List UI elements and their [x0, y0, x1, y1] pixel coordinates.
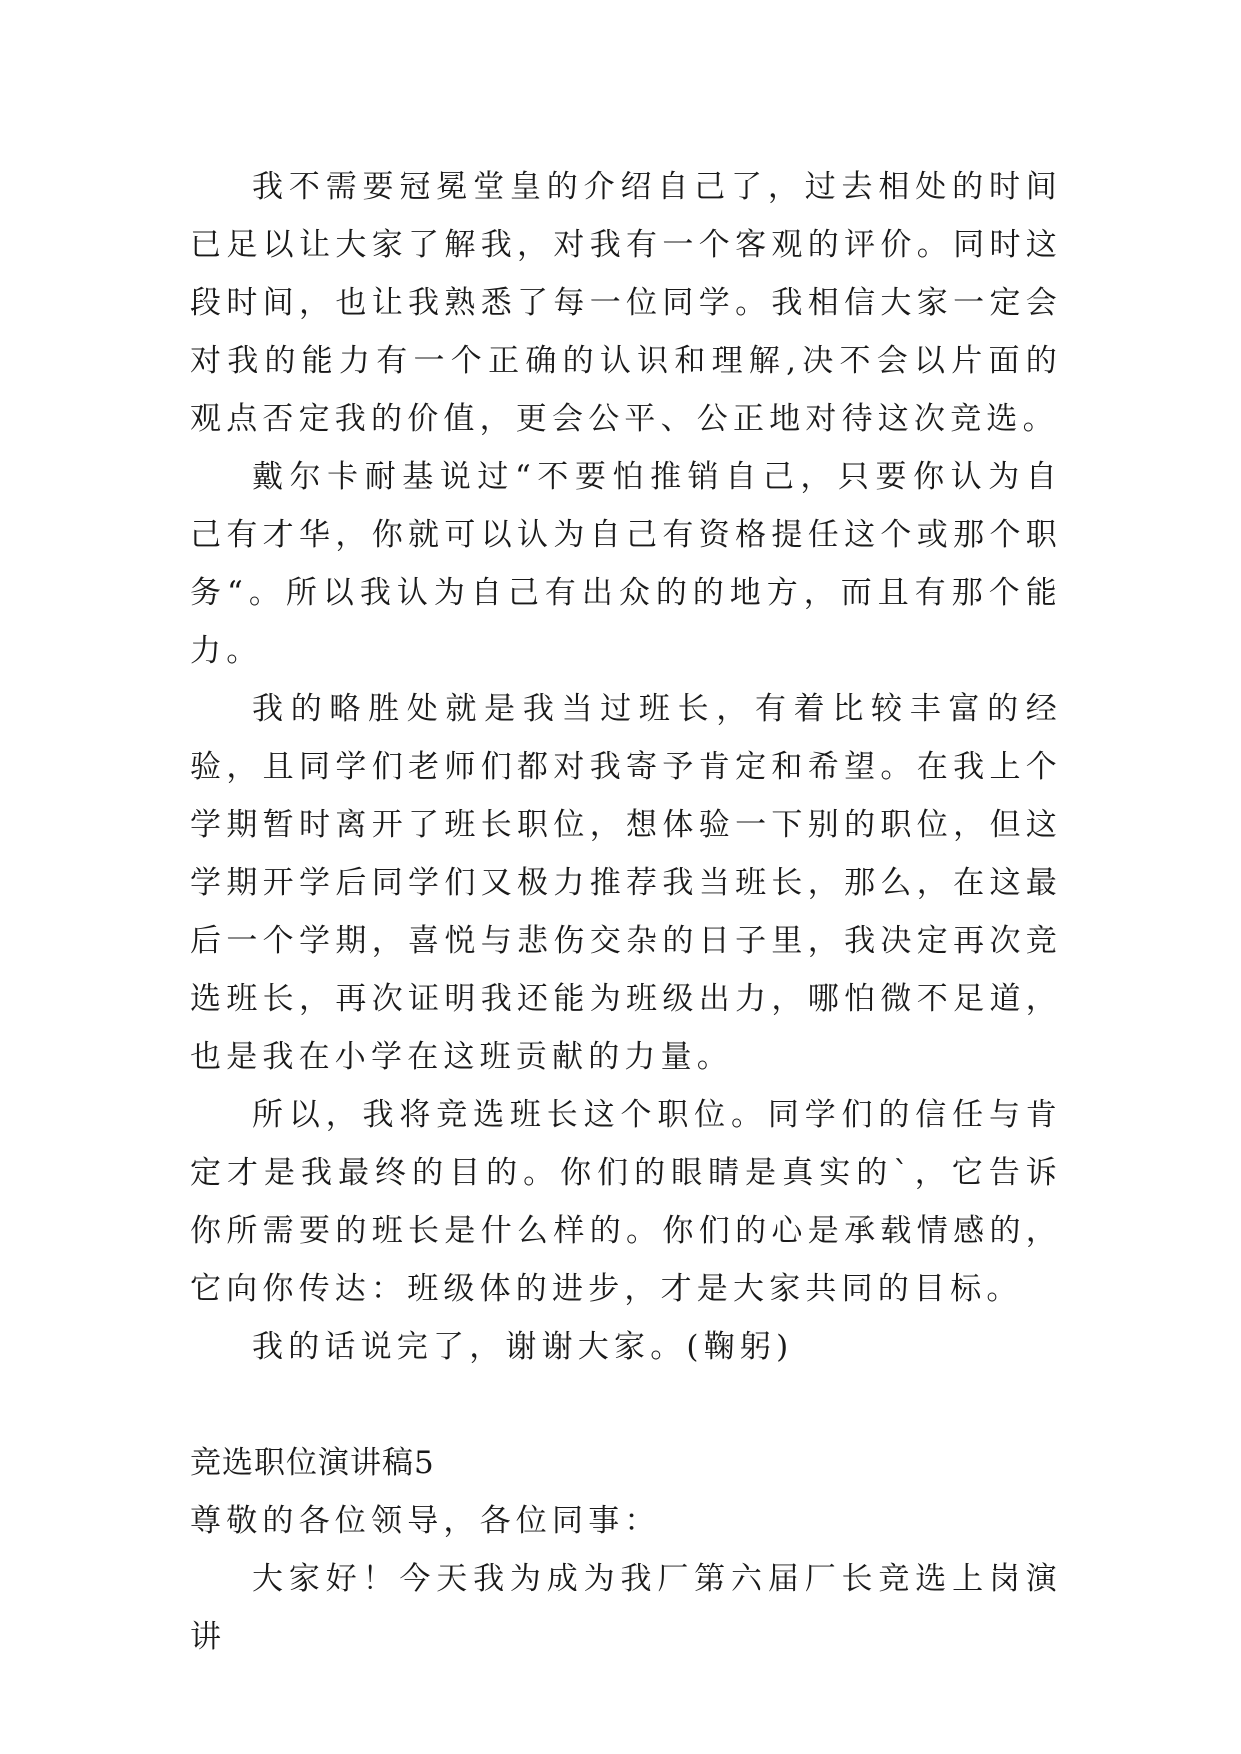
paragraph-opening: 大家好！今天我为成为我厂第六届厂长竞选上岗演讲 [190, 1561, 1062, 1655]
paragraph-experience: 我的略胜处就是我当过班长，有着比较丰富的经验，且同学们老师们都对我寄予肯定和希望。在我上个学期暂时离开了班长职位，想体验一下别的职位，但这学期开学后同学们又极力推荐我当班长，那么，在这最后一个学期，喜悦与悲伤交杂的日子里，我决定再次竞选班长，再次证明我还能为班级出力，哪怕微不足道，也是我在小学在这班贡献的力量。 [190, 691, 1062, 1075]
document-body [190, 158, 1062, 1666]
paragraph-self-introduction: 我不需要冠冕堂皇的介绍自己了，过去相处的时间已足以让大家了解我，对我有一个客观的评价。同时这段时间，也让我熟悉了每一位同学。我相信大家一定会对我的能力有一个正确的认识和理解,决不会以片面的观点否定我的价值，更会公平、公正地对待这次竞选。 [190, 169, 1062, 437]
section-title: 竞选职位演讲稿5 [190, 1445, 435, 1481]
paragraph-conclusion: 所以，我将竞选班长这个职位。同学们的信任与肯定才是我最终的目的。你们的眼睛是真实的`，它告诉你所需要的班长是什么样的。你们的心是承载情感的，它向你传达：班级体的进步，才是大家共同的目标。 [190, 1097, 1062, 1307]
paragraph-closing: 我的话说完了，谢谢大家。(鞠躬) [252, 1329, 794, 1365]
salutation-line: 尊敬的各位领导，各位同事： [190, 1503, 661, 1539]
paragraph-carnegie-quote: 戴尔卡耐基说过“不要怕推销自己，只要你认为自己有才华，你就可以认为自己有资格提任这个或那个职务“。所以我认为自己有出众的的地方，而且有那个能力。 [190, 459, 1062, 669]
